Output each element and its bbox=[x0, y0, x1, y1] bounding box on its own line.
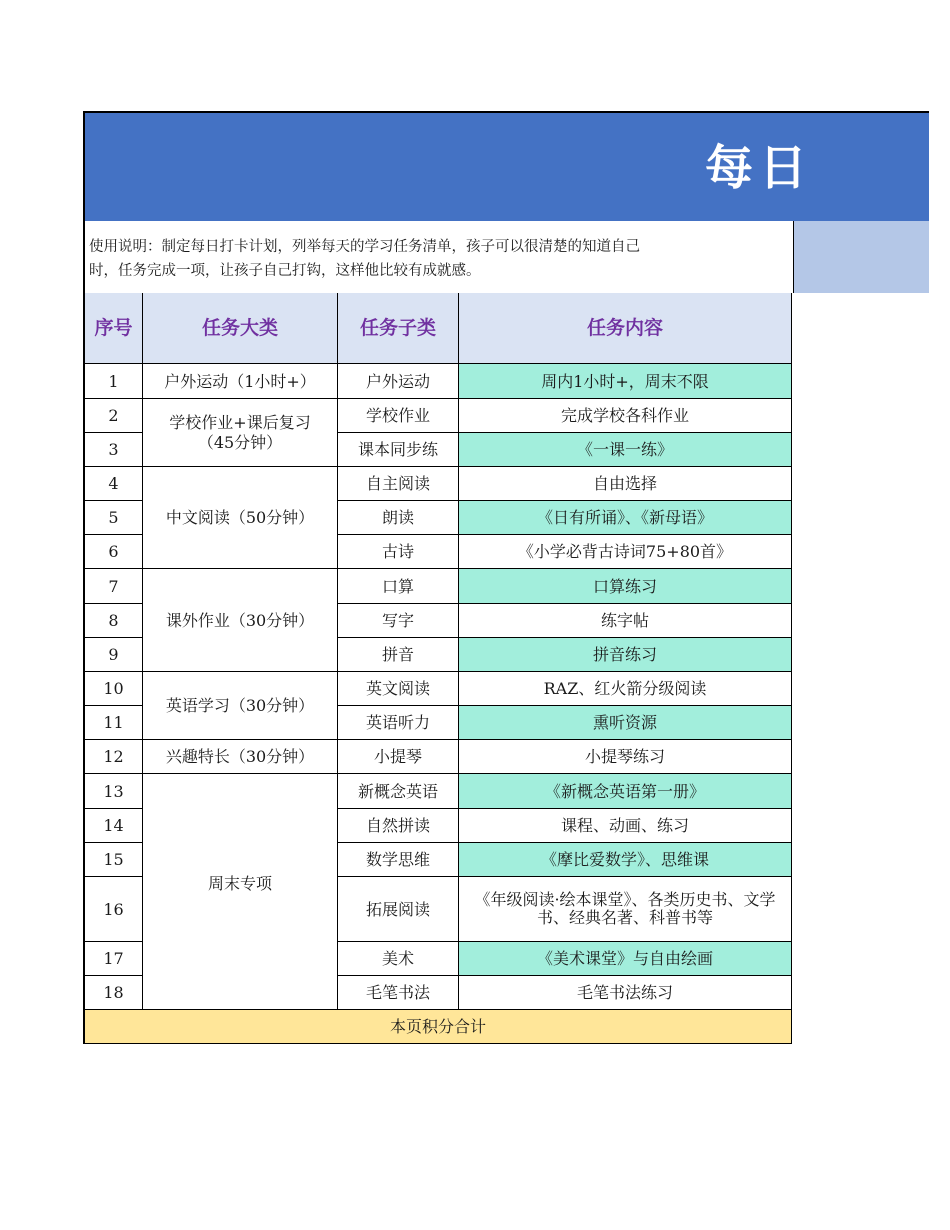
row-number-cell[interactable]: 11 bbox=[83, 706, 143, 740]
category-cell[interactable]: 中文阅读（50分钟） bbox=[143, 467, 338, 569]
row-number-cell[interactable]: 13 bbox=[83, 774, 143, 809]
row-number-cell[interactable]: 8 bbox=[83, 604, 143, 638]
page-score-total-row[interactable]: 本页积分合计 bbox=[83, 1010, 792, 1044]
task-content-cell[interactable]: 《日有所诵》、《新母语》 bbox=[459, 501, 792, 535]
task-content-cell[interactable]: 拼音练习 bbox=[459, 638, 792, 672]
task-content-cell[interactable]: 熏听资源 bbox=[459, 706, 792, 740]
task-content-cell[interactable]: 练字帖 bbox=[459, 604, 792, 638]
instructions-cell[interactable] bbox=[85, 221, 794, 293]
subcategory-cell[interactable]: 自主阅读 bbox=[338, 467, 459, 501]
title-banner bbox=[83, 111, 929, 221]
category-cell[interactable]: 课外作业（30分钟） bbox=[143, 569, 338, 672]
row-number-cell[interactable]: 5 bbox=[83, 501, 143, 535]
subcategory-cell[interactable]: 自然拼读 bbox=[338, 809, 459, 843]
header-content[interactable]: 任务内容 bbox=[459, 293, 792, 364]
row-number-cell[interactable]: 4 bbox=[83, 467, 143, 501]
subcategory-cell[interactable]: 户外运动 bbox=[338, 364, 459, 399]
category-cell[interactable]: 兴趣特长（30分钟） bbox=[143, 740, 338, 774]
task-content-cell[interactable]: 《摩比爱数学》、思维课 bbox=[459, 843, 792, 877]
task-content-cell[interactable]: 毛笔书法练习 bbox=[459, 976, 792, 1010]
subcategory-cell[interactable]: 朗读 bbox=[338, 501, 459, 535]
row-number-cell[interactable]: 14 bbox=[83, 809, 143, 843]
subcategory-cell[interactable]: 古诗 bbox=[338, 535, 459, 569]
subcategory-cell[interactable]: 小提琴 bbox=[338, 740, 459, 774]
subcategory-cell[interactable]: 毛笔书法 bbox=[338, 976, 459, 1010]
instructions-line-2: 时，任务完成一项，让孩子自己打钩，这样他比较有成就感。 bbox=[89, 263, 481, 279]
row-number-cell[interactable]: 6 bbox=[83, 535, 143, 569]
subcategory-cell[interactable]: 英语听力 bbox=[338, 706, 459, 740]
subcategory-cell[interactable]: 数学思维 bbox=[338, 843, 459, 877]
subcategory-cell[interactable]: 英文阅读 bbox=[338, 672, 459, 706]
category-cell[interactable]: 周末专项 bbox=[143, 774, 338, 1010]
task-content-cell[interactable]: 自由选择 bbox=[459, 467, 792, 501]
row-number-cell[interactable]: 2 bbox=[83, 399, 143, 433]
header-no[interactable]: 序号 bbox=[83, 293, 143, 364]
instructions-band bbox=[83, 221, 929, 293]
category-cell[interactable]: 学校作业+课后复习（45分钟） bbox=[143, 399, 338, 467]
row-number-cell[interactable]: 10 bbox=[83, 672, 143, 706]
row-number-cell[interactable]: 16 bbox=[83, 877, 143, 942]
subcategory-cell[interactable]: 课本同步练 bbox=[338, 433, 459, 467]
task-content-cell[interactable]: 《年级阅读·绘本课堂》、各类历史书、文学书、经典名著、科普书等 bbox=[459, 877, 792, 942]
subcategory-cell[interactable]: 学校作业 bbox=[338, 399, 459, 433]
task-content-cell[interactable]: 《美术课堂》与自由绘画 bbox=[459, 942, 792, 976]
task-content-cell[interactable]: 完成学校各科作业 bbox=[459, 399, 792, 433]
task-content-cell[interactable]: 《一课一练》 bbox=[459, 433, 792, 467]
instructions-line-1: 使用说明：制定每日打卡计划，列举每天的学习任务清单，孩子可以很清楚的知道自己 bbox=[89, 239, 640, 255]
category-cell[interactable]: 英语学习（30分钟） bbox=[143, 672, 338, 740]
task-content-cell[interactable]: 小提琴练习 bbox=[459, 740, 792, 774]
row-number-cell[interactable]: 1 bbox=[83, 364, 143, 399]
sheet-title: 每日 bbox=[705, 140, 814, 196]
subcategory-cell[interactable]: 口算 bbox=[338, 569, 459, 604]
task-content-cell[interactable]: 课程、动画、练习 bbox=[459, 809, 792, 843]
row-number-cell[interactable]: 9 bbox=[83, 638, 143, 672]
task-content-cell[interactable]: RAZ、红火箭分级阅读 bbox=[459, 672, 792, 706]
subcategory-cell[interactable]: 拼音 bbox=[338, 638, 459, 672]
subcategory-cell[interactable]: 美术 bbox=[338, 942, 459, 976]
task-content-cell[interactable]: 口算练习 bbox=[459, 569, 792, 604]
subcategory-cell[interactable]: 拓展阅读 bbox=[338, 877, 459, 942]
row-number-cell[interactable]: 17 bbox=[83, 942, 143, 976]
category-cell[interactable]: 户外运动（1小时+） bbox=[143, 364, 338, 399]
task-content-cell[interactable]: 《小学必背古诗词75+80首》 bbox=[459, 535, 792, 569]
task-content-cell[interactable]: 周内1小时+，周末不限 bbox=[459, 364, 792, 399]
row-number-cell[interactable]: 12 bbox=[83, 740, 143, 774]
subcategory-cell[interactable]: 写字 bbox=[338, 604, 459, 638]
row-number-cell[interactable]: 7 bbox=[83, 569, 143, 604]
row-number-cell[interactable]: 18 bbox=[83, 976, 143, 1010]
header-subcategory[interactable]: 任务子类 bbox=[338, 293, 459, 364]
subcategory-cell[interactable]: 新概念英语 bbox=[338, 774, 459, 809]
row-number-cell[interactable]: 3 bbox=[83, 433, 143, 467]
task-content-cell[interactable]: 《新概念英语第一册》 bbox=[459, 774, 792, 809]
row-number-cell[interactable]: 15 bbox=[83, 843, 143, 877]
header-category[interactable]: 任务大类 bbox=[143, 293, 338, 364]
